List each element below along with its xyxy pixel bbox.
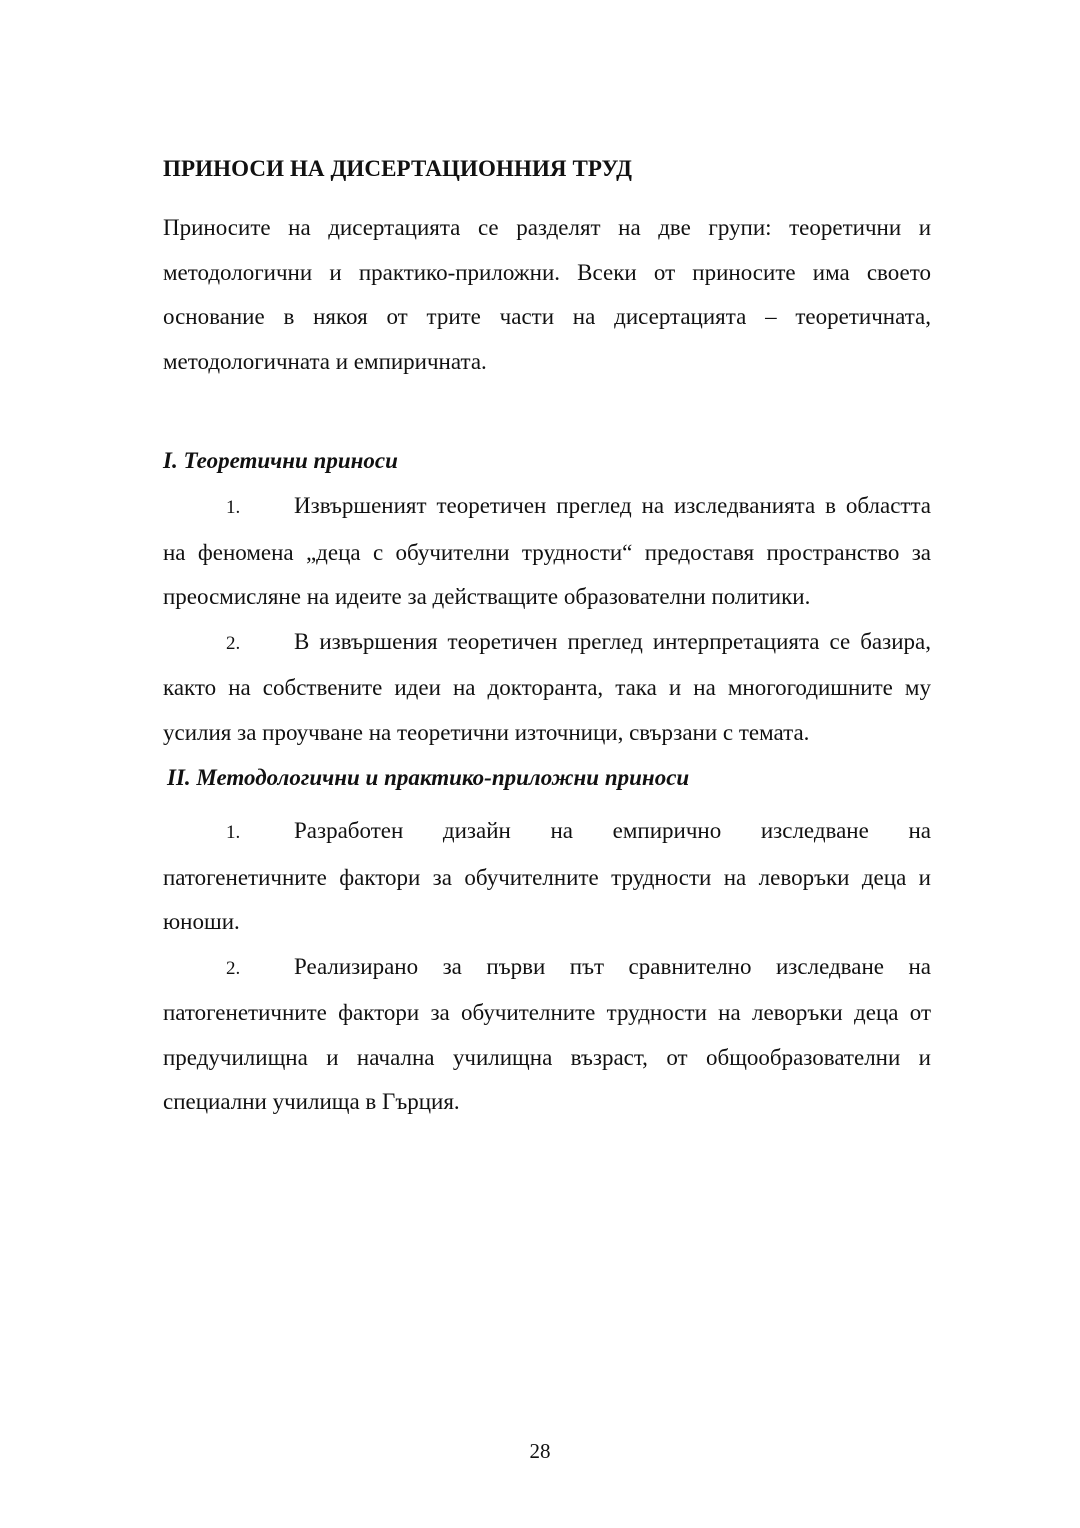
intro-paragraph: Приносите на дисертацията се разделят на две групи: теоретични и методологични и практико-приложни. Всеки от приносите има своето основание в някоя от трите части на дисертацията – теоретичната, методологичната и емпиричната. [163, 215, 931, 374]
list-item [163, 809, 931, 945]
spacer [163, 384, 931, 444]
item-text: Извършеният теоретичен преглед на изследванията в областта на феномена „деца с обучителни трудности“ предоставя пространство за преосмисляне на идеите за действащите образователни политики. [163, 493, 931, 609]
item-number: 2. [226, 632, 241, 654]
page-content [163, 152, 931, 1125]
list-item [163, 620, 931, 756]
list-item [163, 484, 931, 620]
item-number: 1. [226, 497, 241, 518]
item-number: 1. [226, 822, 241, 843]
list-item [163, 945, 931, 1125]
item-text: Разработен дизайн на емпирично изследване на патогенетичните фактори за обучителните трудности на леворъки деца и юноши. [163, 818, 931, 934]
item-text: Реализирано за първи път сравнително изследване на патогенетичните фактори за обучителните трудности на леворъки деца от предучилищна и начална училищна възраст, от общообразователни и специални училища в Гърция. [163, 953, 931, 1114]
section-heading-methodological: II. Методологични и практико-приложни приноси [167, 765, 690, 790]
page-title: ПРИНОСИ НА ДИСЕРТАЦИОННИЯ ТРУД [163, 156, 633, 181]
section-heading-theoretical: I. Теоретични приноси [163, 448, 398, 473]
item-number: 2. [226, 957, 241, 979]
item-text: В извършения теоретичен преглед интерпретацията се базира, както на собствените идеи на докторанта, така и на многогодишните му усилия за проучване на теоретични източници, свързани с темата. [163, 628, 931, 745]
page-number: 28 [529, 1439, 551, 1463]
